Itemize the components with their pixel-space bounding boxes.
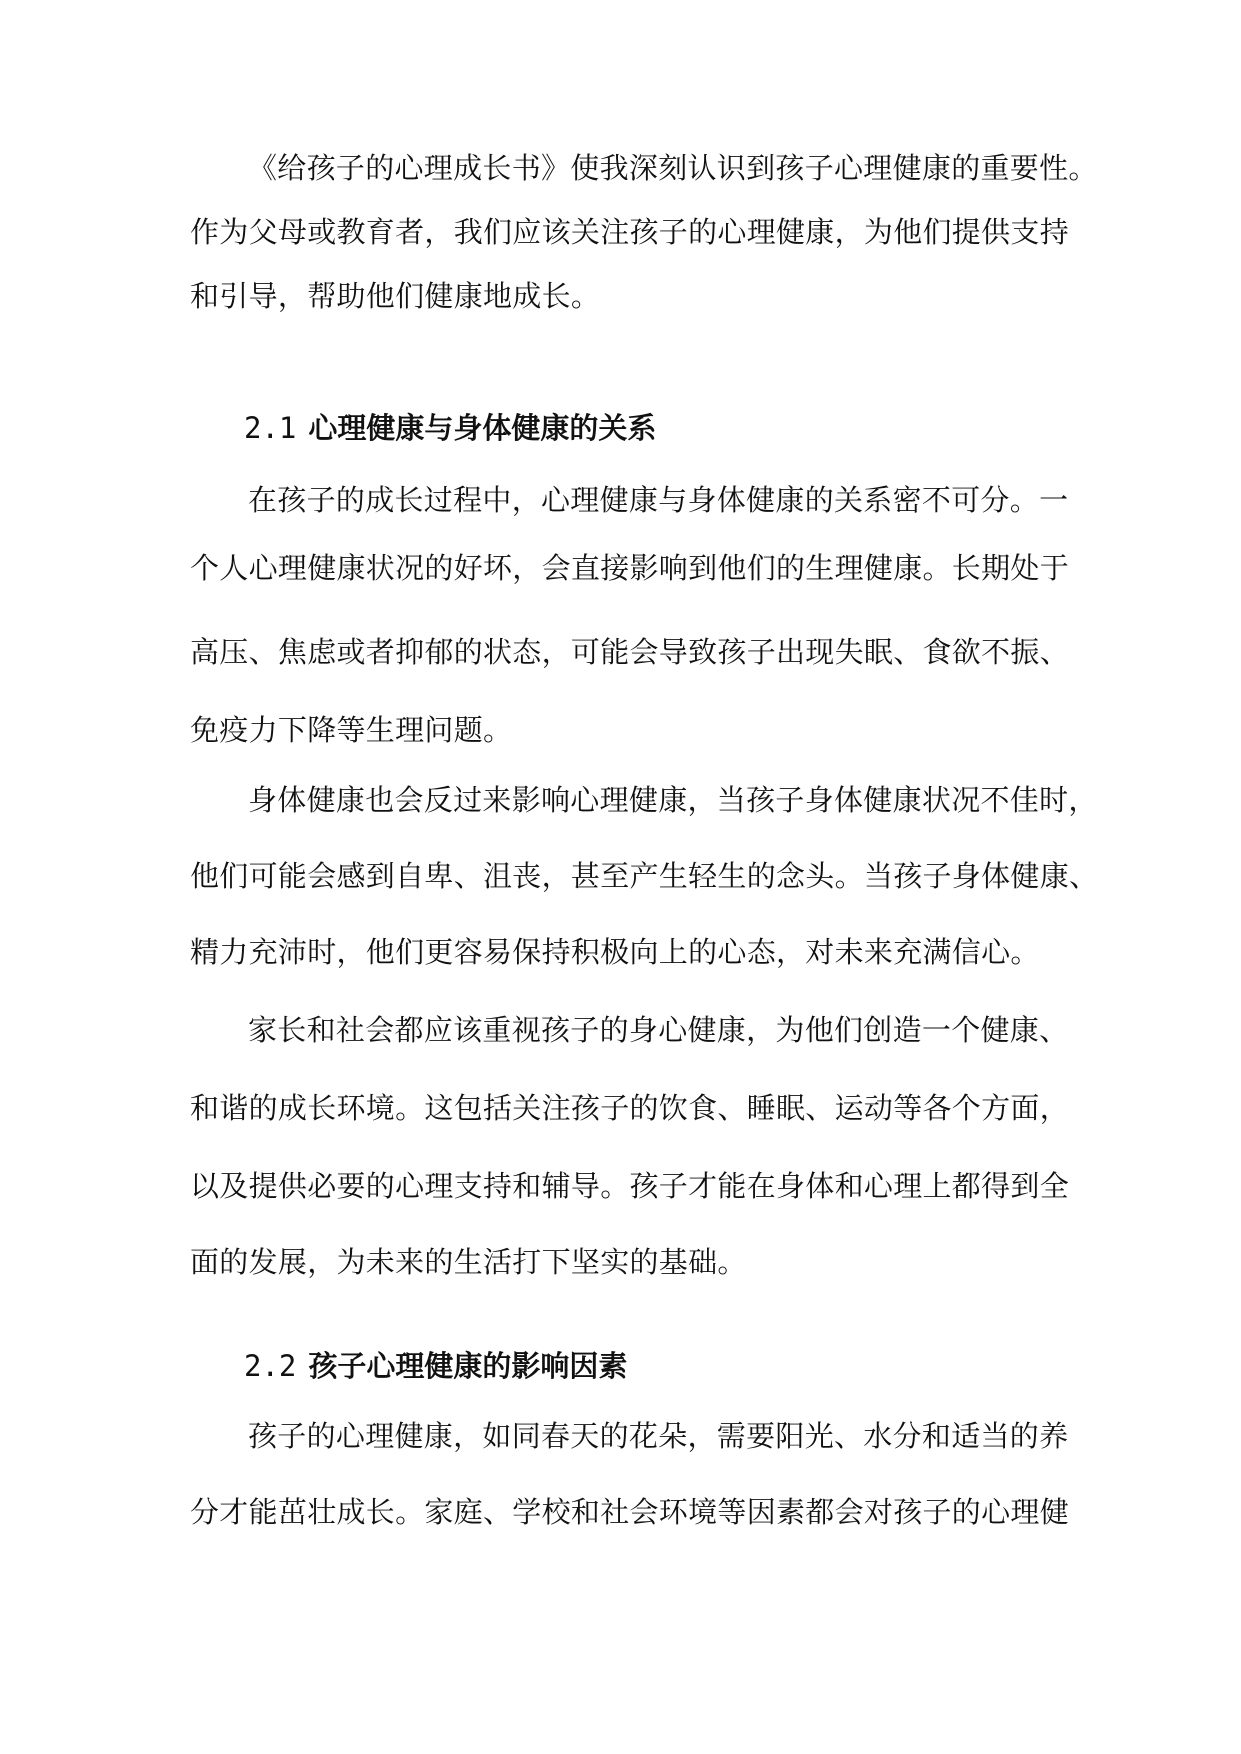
- s21-p3-line-1: 家长和社会都应该重视孩子的身心健康，为他们创造一个健康、: [248, 1013, 1069, 1047]
- s21-p3-line-4: 面的发展，为未来的生活打下坚实的基础。: [190, 1245, 747, 1279]
- intro-line-1: 《给孩子的心理成长书》使我深刻认识到孩子心理健康的重要性。: [248, 151, 1098, 185]
- s21-p1-line-1: 在孩子的成长过程中，心理健康与身体健康的关系密不可分。一: [248, 483, 1069, 517]
- s21-p2-line-3: 精力充沛时，他们更容易保持积极向上的心态，对未来充满信心。: [190, 935, 1040, 969]
- section-2-2-title: 孩子心理健康的影响因素: [308, 1349, 628, 1383]
- intro-line-2: 作为父母或教育者，我们应该关注孩子的心理健康，为他们提供支持: [190, 215, 1070, 249]
- s22-p1-line-2: 分才能茁壮成长。家庭、学校和社会环境等因素都会对孩子的心理健: [190, 1495, 1070, 1529]
- section-2-1-number: 2.1: [244, 411, 297, 445]
- intro-line-3: 和引导，帮助他们健康地成长。: [190, 279, 601, 313]
- s21-p2-line-1: 身体健康也会反过来影响心理健康，当孩子身体健康状况不佳时，: [248, 783, 1098, 817]
- section-2-1-title: 心理健康与身体健康的关系: [308, 411, 657, 445]
- section-2-1-heading: [244, 408, 1044, 448]
- s22-p1-line-1: 孩子的心理健康，如同春天的花朵，需要阳光、水分和适当的养: [248, 1419, 1069, 1453]
- s21-p3-line-3: 以及提供必要的心理支持和辅导。孩子才能在身体和心理上都得到全: [190, 1169, 1070, 1203]
- s21-p3-line-2: 和谐的成长环境。这包括关注孩子的饮食、睡眠、运动等各个方面，: [190, 1091, 1070, 1125]
- s21-p1-line-3: 高压、焦虑或者抑郁的状态，可能会导致孩子出现失眠、食欲不振、: [190, 635, 1070, 669]
- s21-p1-line-2: 个人心理健康状况的好坏，会直接影响到他们的生理健康。长期处于: [190, 551, 1070, 585]
- s21-p1-line-4: 免疫力下降等生理问题。: [190, 713, 513, 747]
- section-2-2-heading: [244, 1346, 1044, 1386]
- s21-p2-line-2: 他们可能会感到自卑、沮丧，甚至产生轻生的念头。当孩子身体健康、: [190, 859, 1099, 893]
- section-2-2-number: 2.2: [244, 1349, 297, 1383]
